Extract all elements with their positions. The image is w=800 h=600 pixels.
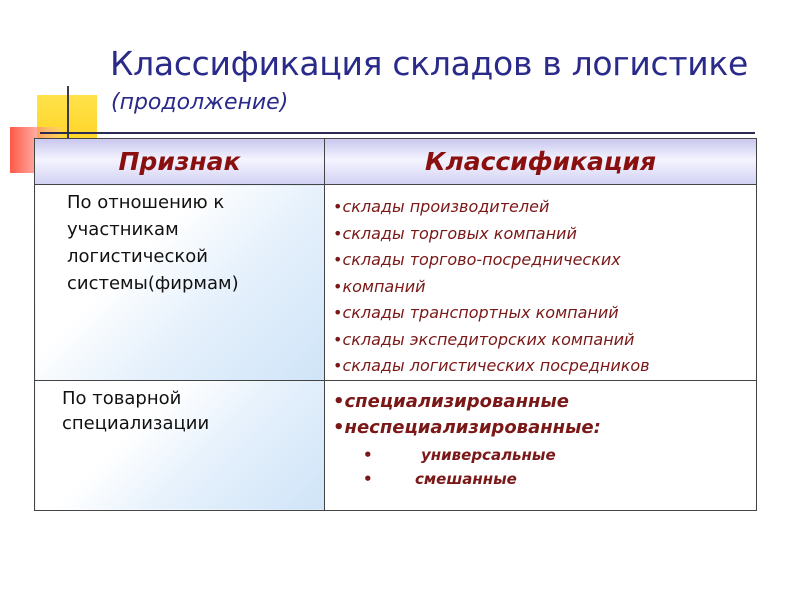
list-item: •склады транспортных компаний xyxy=(333,303,619,322)
list-item: •склады производителей xyxy=(333,197,550,216)
table-header-row xyxy=(35,139,757,185)
sub-item-text: универсальные xyxy=(421,445,556,464)
criterion-line: системы(фирмам) xyxy=(67,273,239,294)
criterion-line: специализации xyxy=(62,412,210,434)
criterion-text xyxy=(35,185,324,297)
sub-item-text: смешанные xyxy=(415,469,517,488)
criterion-line: участникам xyxy=(67,219,179,240)
header-classification: Классификация xyxy=(325,139,757,185)
criterion-line: По товарной xyxy=(62,387,182,409)
classification-cell xyxy=(325,380,757,511)
sub-list xyxy=(325,441,756,491)
decorative-horizontal-line xyxy=(40,132,755,134)
table-row xyxy=(35,380,757,511)
list-item: •специализированные xyxy=(333,390,569,412)
list-item: •компаний xyxy=(333,276,426,296)
slide-subtitle: (продолжение) xyxy=(111,90,289,115)
sub-list-item xyxy=(325,467,756,491)
criterion-text xyxy=(35,381,324,436)
sub-list-item xyxy=(325,443,756,467)
classification-list xyxy=(325,185,756,380)
bullet-icon: • xyxy=(363,469,373,488)
criterion-line: логистической xyxy=(67,246,208,267)
criterion-cell xyxy=(35,185,325,381)
header-criterion: Признак xyxy=(35,139,325,185)
criterion-line: По отношению к xyxy=(67,192,225,213)
classification-list xyxy=(325,381,756,441)
list-item: •склады логистических посредников xyxy=(333,356,650,375)
list-item: •неспециализированные: xyxy=(333,416,601,438)
list-item: •склады торговых компаний xyxy=(333,223,577,243)
list-item: •склады торгово-посреднических xyxy=(333,250,621,269)
slide-title: Классификация складов в логистике xyxy=(110,44,749,83)
bullet-icon: • xyxy=(363,445,373,464)
list-item: •склады экспедиторских компаний xyxy=(333,329,635,349)
classification-cell xyxy=(325,185,757,381)
table-row xyxy=(35,185,757,381)
criterion-cell xyxy=(35,380,325,511)
classification-table xyxy=(34,138,757,511)
